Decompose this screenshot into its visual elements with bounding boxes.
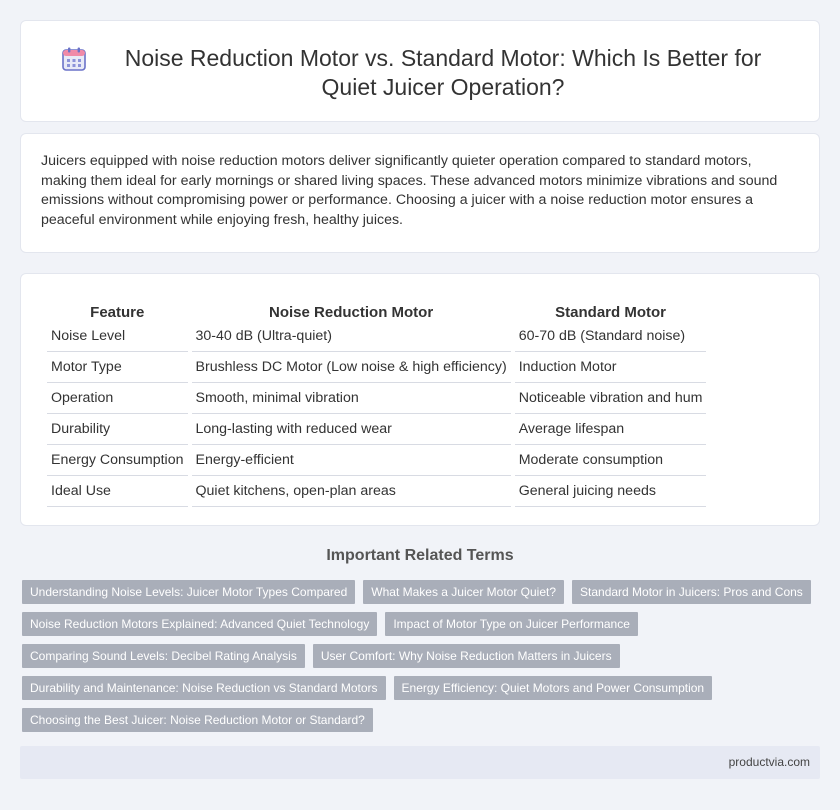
table-cell: Durability bbox=[47, 414, 188, 445]
tag-row bbox=[22, 580, 822, 604]
related-term-tag[interactable]: Choosing the Best Juicer: Noise Reduction Motor or Standard? bbox=[22, 708, 373, 732]
table-cell: 30-40 dB (Ultra-quiet) bbox=[192, 321, 511, 352]
related-term-tag[interactable]: User Comfort: Why Noise Reduction Matters in Juicers bbox=[313, 644, 620, 668]
intro-card bbox=[20, 133, 820, 253]
header-standard-motor: Standard Motor bbox=[555, 304, 667, 321]
table-row bbox=[47, 445, 706, 476]
tag-row bbox=[22, 708, 822, 732]
table-cell: Moderate consumption bbox=[515, 445, 707, 476]
table-row bbox=[47, 414, 706, 445]
table-cell: Operation bbox=[47, 383, 188, 414]
related-term-tag[interactable]: What Makes a Juicer Motor Quiet? bbox=[363, 580, 564, 604]
header-noise-reduction-motor: Noise Reduction Motor bbox=[269, 304, 434, 321]
calendar-icon bbox=[61, 46, 87, 72]
table-header-row bbox=[47, 297, 706, 321]
tag-row bbox=[22, 644, 822, 668]
title-card bbox=[20, 20, 820, 122]
tag-row bbox=[22, 612, 822, 636]
title-wrap bbox=[61, 44, 779, 102]
table-cell: General juicing needs bbox=[515, 476, 707, 507]
table-row bbox=[47, 476, 706, 507]
tag-row bbox=[22, 676, 822, 700]
table-cell: 60-70 dB (Standard noise) bbox=[515, 321, 707, 352]
table-cell: Long-lasting with reduced wear bbox=[192, 414, 511, 445]
comparison-table bbox=[43, 297, 710, 507]
header-feature: Feature bbox=[90, 304, 145, 321]
table-cell: Induction Motor bbox=[515, 352, 707, 383]
table-cell: Average lifespan bbox=[515, 414, 707, 445]
table-cell: Brushless DC Motor (Low noise & high efficiency) bbox=[192, 352, 511, 383]
table-cell: Noticeable vibration and hum bbox=[515, 383, 707, 414]
related-term-tag[interactable]: Energy Efficiency: Quiet Motors and Power Consumption bbox=[394, 676, 713, 700]
related-terms-list bbox=[22, 580, 822, 740]
footer-site-name: productvia.com bbox=[728, 755, 810, 769]
table-row bbox=[47, 352, 706, 383]
related-term-tag[interactable]: Noise Reduction Motors Explained: Advanced Quiet Technology bbox=[22, 612, 377, 636]
table-cell: Noise Level bbox=[47, 321, 188, 352]
related-term-tag[interactable]: Durability and Maintenance: Noise Reduction vs Standard Motors bbox=[22, 676, 386, 700]
related-terms-heading: Important Related Terms bbox=[326, 547, 514, 564]
related-term-tag[interactable]: Understanding Noise Levels: Juicer Motor Types Compared bbox=[22, 580, 355, 604]
intro-paragraph: Juicers equipped with noise reduction motors deliver significantly quieter operation compared to standard motors, making them ideal for early mornings or shared living spaces. These advanced motors minimize vibrations and sound emissions without compromising power or performance. Choosing a juicer with a noise reduction motor ensures a peaceful environment while enjoying fresh, healthy juices. bbox=[41, 153, 778, 228]
comparison-card bbox=[20, 273, 820, 526]
table-cell: Motor Type bbox=[47, 352, 188, 383]
table-cell: Ideal Use bbox=[47, 476, 188, 507]
table-cell: Energy-efficient bbox=[192, 445, 511, 476]
related-term-tag[interactable]: Impact of Motor Type on Juicer Performance bbox=[385, 612, 638, 636]
table-row bbox=[47, 383, 706, 414]
table-cell: Smooth, minimal vibration bbox=[192, 383, 511, 414]
table-row bbox=[47, 321, 706, 352]
footer bbox=[20, 746, 820, 779]
table-cell: Quiet kitchens, open-plan areas bbox=[192, 476, 511, 507]
related-term-tag[interactable]: Comparing Sound Levels: Decibel Rating Analysis bbox=[22, 644, 305, 668]
table-cell: Energy Consumption bbox=[47, 445, 188, 476]
related-term-tag[interactable]: Standard Motor in Juicers: Pros and Cons bbox=[572, 580, 811, 604]
page-title: Noise Reduction Motor vs. Standard Motor: Which Is Better for Quiet Juicer Operation? bbox=[124, 45, 762, 100]
